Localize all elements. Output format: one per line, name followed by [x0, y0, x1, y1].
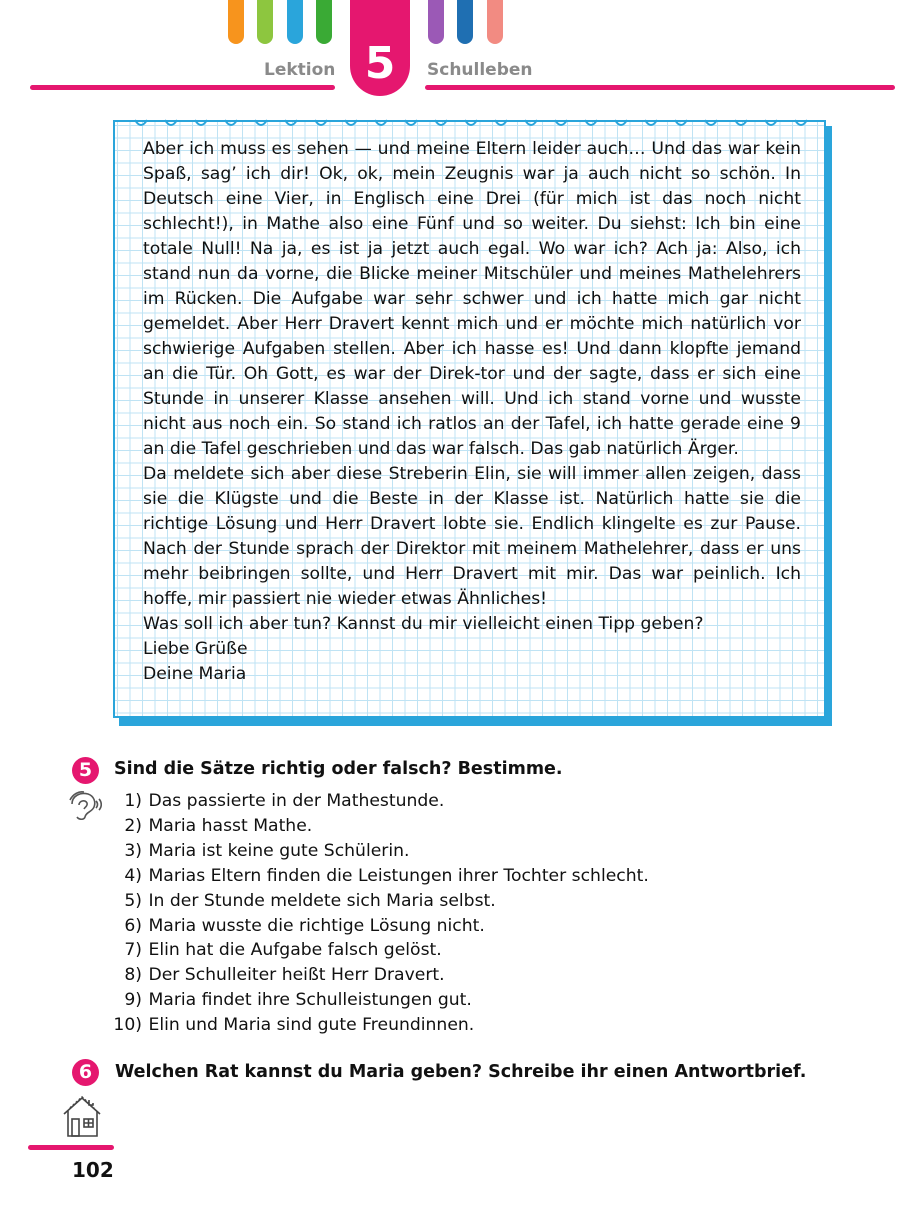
- letter-question: Was soll ich aber tun? Kannst du mir vielleicht einen Tipp geben?: [143, 614, 704, 634]
- list-item: 3) Maria ist keine gute Schülerin.: [124, 840, 410, 861]
- letter-text: [143, 137, 801, 687]
- exercise-5-instruction: Sind die Sätze richtig oder falsch? Bestimme.: [114, 759, 563, 779]
- listening-ear-icon: [68, 790, 102, 820]
- footer-rule: [28, 1145, 114, 1150]
- header-tab-darkblue: [457, 0, 473, 44]
- header-rule-right: [425, 85, 895, 90]
- list-item: 1) Das passierte in der Mathestunde.: [124, 791, 445, 811]
- header-tab-green: [316, 0, 332, 44]
- page-number: 102: [72, 1158, 114, 1182]
- list-item: 5) In der Stunde meldete sich Maria selbst.: [124, 890, 496, 911]
- letter-paragraph-2: Da meldete sich aber diese Streberin Elin, sie will immer allen zeigen, dass sie die Klügste und die Beste in der Klasse ist. Natürlich hatte sie die richtige Lösung und Herr Dravert lobte sie. Endlich klingelte es zur Pause. Nach der Stunde sprach der Direktor mit meinem Mathelehrer, dass er uns mehr beibringen sollte, und Herr Dravert mit mir. Das war peinlich. Ich hoffe, mir passiert nie wieder etwas Ähnliches!: [143, 464, 801, 609]
- list-item: 6) Maria wusste die richtige Lösung nicht.: [124, 915, 485, 936]
- list-item: 10) Elin und Maria sind gute Freundinnen.: [113, 1015, 475, 1036]
- list-item: 4) Marias Eltern finden die Leistungen ihrer Tochter schlecht.: [124, 865, 649, 886]
- lektion-label: Lektion: [264, 60, 336, 80]
- exercise-6-instruction: Welchen Rat kannst du Maria geben? Schreibe ihr einen Antwortbrief.: [115, 1062, 807, 1082]
- letter-greeting: Liebe Grüße: [143, 639, 248, 659]
- letter-signature: Deine Maria: [143, 664, 247, 684]
- exercise-5-list: [104, 789, 649, 1038]
- exercise-6-number: 6: [72, 1059, 99, 1086]
- homework-house-icon: [61, 1094, 103, 1138]
- header-tab-lightgreen: [257, 0, 273, 44]
- header-tab-orange: [228, 0, 244, 44]
- header-rule-left: [30, 85, 335, 90]
- list-item: 8) Der Schulleiter heißt Herr Dravert.: [124, 965, 445, 986]
- notebook-spiral-icon: [133, 112, 813, 132]
- header-tab-purple: [428, 0, 444, 44]
- section-title: Schulleben: [427, 60, 533, 80]
- lektion-number-badge: 5: [350, 0, 410, 96]
- list-item: 7) Elin hat die Aufgabe falsch gelöst.: [124, 940, 442, 961]
- header-tab-salmon: [487, 0, 503, 44]
- letter-paragraph-1: Aber ich muss es sehen — und meine Eltern leider auch… Und das war kein Spaß, sag’ ich dir! Ok, ok, mein Zeugnis war ja auch nicht so schön. In Deutsch eine Vier, in Englisch eine Drei (für mich ist das noch nicht schlecht!), in Mathe also eine Fünf und so weiter. Du siehst: Ich bin eine totale Null! Na ja, es ist ja jetzt auch egal. Wo war ich? Ach ja: Also, ich stand nun da vorne, die Blicke meiner Mitschüler und meines Mathelehrers im Rücken. Die Aufgabe war sehr schwer und ich hatte mich gar nicht gemeldet. Aber Herr Dravert kennt mich und er möchte mich natürlich vor schwierige Aufgaben stellen. Aber ich hasse es! Und dann klopfte jemand an die Tür. Oh Gott, es war der Direk-tor und der sagte, dass er sich eine Stunde in unserer Klasse ansehen will. Und ich stand vorne und wusste nicht aus noch ein. So stand ich ratlos an der Tafel, ich hatte gerade eine 9 an die Tafel geschrieben und das war falsch. Das gab natürlich Ärger.: [143, 139, 801, 459]
- list-item: 9) Maria findet ihre Schulleistungen gut.: [124, 990, 472, 1011]
- exercise-5-number: 5: [72, 757, 99, 784]
- list-item: 2) Maria hasst Mathe.: [124, 815, 313, 836]
- header-tab-blue: [287, 0, 303, 44]
